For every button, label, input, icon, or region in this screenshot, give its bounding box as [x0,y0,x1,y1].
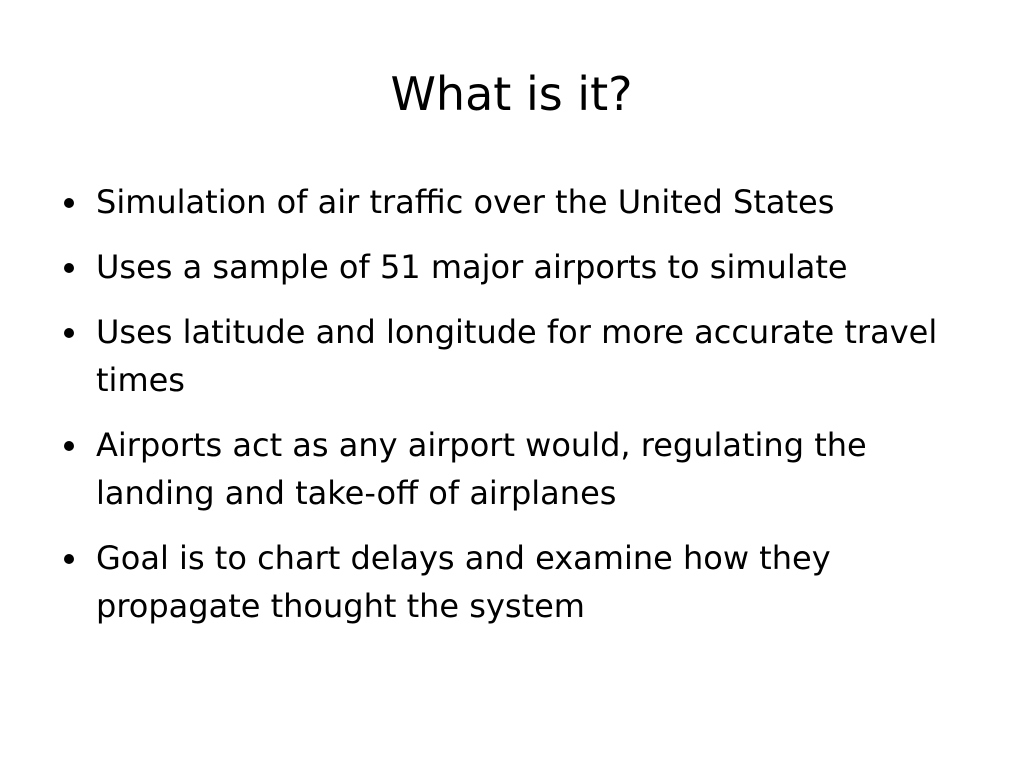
bullet-list [58,178,978,647]
bullet-text: Goal is to chart delays and examine how they propagate thought the system [96,539,831,625]
bullet-text: Simulation of air traffic over the United States [96,183,835,221]
bullet-dot-icon [64,554,74,564]
bullet-item [58,308,978,404]
bullet-item [58,421,978,517]
bullet-item [58,534,978,630]
bullet-item [58,178,978,226]
bullet-dot-icon [64,198,74,208]
bullet-dot-icon [64,263,74,273]
bullet-text: Uses latitude and longitude for more accurate travel times [96,313,938,399]
bullet-dot-icon [64,441,74,451]
slide-title: What is it? [390,67,633,121]
bullet-text: Airports act as any airport would, regulating the landing and take-off of airplanes [96,426,867,512]
bullet-text: Uses a sample of 51 major airports to simulate [96,248,848,286]
bullet-item [58,243,978,291]
bullet-dot-icon [64,328,74,338]
